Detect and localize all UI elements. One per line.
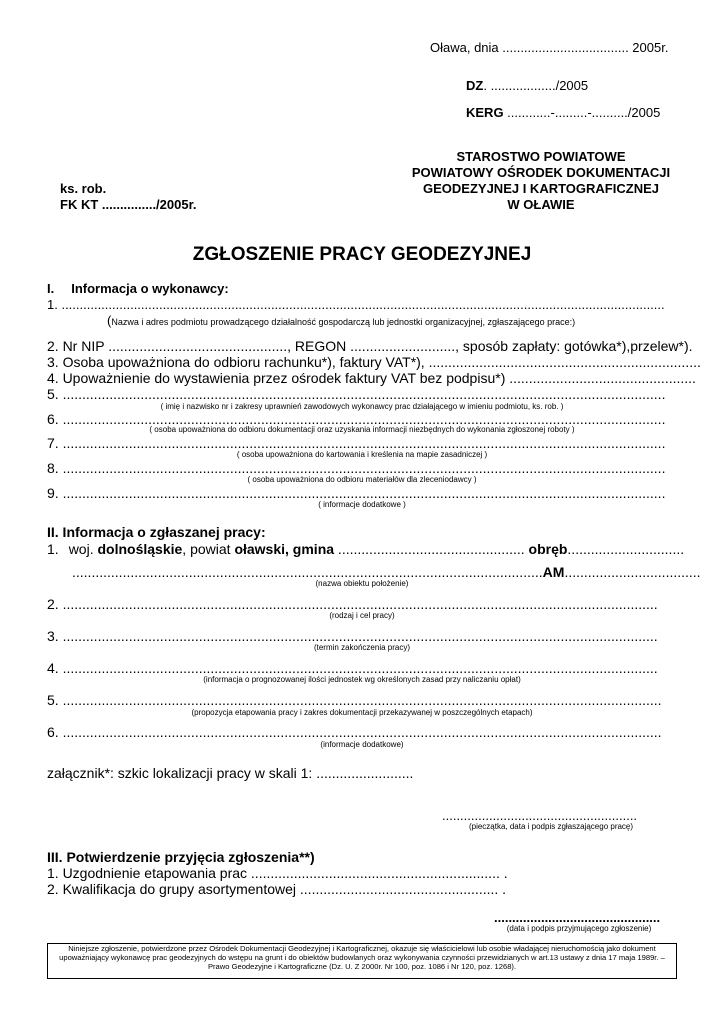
work-item-5-caption: (propozycja etapowania pracy i zakres dokumentacji przekazywanej w poszczególnych etapach) (191, 708, 533, 717)
item-5-caption: ( imię i nazwisko nr i zakresy uprawnień zawodowych wykonawcy prac działającego w imieniu podmiotu, ks. rob. ) (160, 402, 564, 411)
work-item-2-caption: (rodzaj i cel pracy) (329, 611, 395, 620)
work-item-6-line: 6. .......................................................................................................................................................... (47, 724, 662, 740)
item-2-line: 2. Nr NIP .............................................., REGON ..........................., sposób zapłaty: gotówka*),przelew*). (47, 338, 693, 354)
item-1-caption (107, 314, 575, 327)
page-title: ZGŁOSZENIE PRACY GEODEZYJNEJ (192, 244, 532, 265)
dz-line (466, 79, 588, 92)
woj-value: dolnośląskie (97, 541, 183, 557)
work-item-3-caption: (termin zakończenia pracy) (313, 643, 411, 652)
am-line (72, 564, 701, 580)
item-1-line: 1. ....................................................................................................................................................................... (47, 297, 665, 312)
office-line-3: GEODEZYJNEJ I KARTOGRAFICZNEJ (423, 181, 659, 196)
receiver-signature-caption: (data i podpis przyjmującego zgłoszenie) (506, 924, 652, 933)
date-line: Oława, dnia ................................... 2005r. (430, 40, 669, 55)
obreb-label: obręb (528, 541, 568, 557)
gmina-dots: ................................................ (334, 541, 525, 557)
work-item-2-line: 2. ......................................................................................................................................................... (47, 596, 658, 612)
work-item-6-caption: (informacje dodatkowe) (320, 740, 404, 749)
item-5-line: 5. ........................................................................................................................................................... (47, 386, 666, 402)
receiver-signature-dots: .............................................. (494, 910, 661, 925)
confirm-item-1-line: 1. Uzgodnienie etapowania prac ................................................................ . (47, 865, 508, 881)
legal-notice-box (47, 943, 677, 979)
item-6-caption: ( osoba upoważniona do odbioru dokumentacji oraz uzyskania informacji niezbędnych do wykonania zgłoszonej roboty ) (149, 425, 575, 434)
section2-heading: II. Informacja o zgłaszanej pracy: (47, 524, 266, 540)
ks-rob-label: ks. rob. (60, 181, 107, 196)
item-3-line: 3. Osoba upoważniona do odbioru rachunku*), faktury VAT*), ...................................................................... (47, 354, 701, 370)
work-item-4-caption: (informacja o prognozowanej ilości jednostek wg określonych zasad przy naliczaniu opłat) (203, 675, 521, 684)
kerg-label: KERG (466, 105, 504, 120)
woj-label: woj. (68, 541, 94, 557)
am-tail: ................................... (564, 564, 701, 580)
office-line-4: W OŁAWIE (507, 197, 575, 212)
kerg-line (466, 106, 660, 119)
work-item-4-line: 4. ......................................................................................................................................................... (47, 660, 658, 676)
work-item-5-line: 5. .......................................................................................................................................................... (47, 692, 662, 708)
location-line (47, 542, 687, 556)
kerg-value: ............-.........-........../2005 (503, 105, 661, 120)
section1-heading (47, 282, 229, 295)
item-1-caption-text: Nazwa i adres podmiotu prowadzącego działalność gospodarczą lub jednostki organizacyjnej, zgłaszającego prace:) (111, 317, 576, 327)
gmina-label: , gmina (285, 541, 335, 557)
fk-kt-label: FK KT .............../2005r. (60, 197, 197, 212)
item-7-line: 7. ........................................................................................................................................................... (47, 435, 666, 451)
item-7-caption: ( osoba upoważniona do kartowania i kreślenia na mapie zasadniczej ) (236, 450, 488, 459)
legal-notice-text: Niniejsze zgłoszenie, potwierdzone przez Ośrodek Dokumentacji Geodezyjnej i Kartograficznej, okazuje się właścicielowi lub osobie władającej nieruchomością jako dokument upoważniający wykonawcę prac geodezyjnych do wstępu na grunt i do obiektów budowlanych oraz wykonywania czynności przewidzianych w art.13 ustawy z dnia 17 maja 1989r. – Prawo Geodezyjne i Kartograficzne (Dz. U. Z 2000r. Nr 100, poz. 1086 i Nr 120, poz. 1268). (59, 944, 665, 971)
obreb-dots: .............................. (567, 541, 685, 557)
item-4-line: 4. Upoważnienie do wystawienia przez ośrodek faktury VAT bez podpisu*) ................................................ (47, 370, 696, 386)
applicant-signature-caption: (pieczątka, data i podpis zgłaszającego pracę) (468, 822, 634, 831)
work-item-3-line: 3. ......................................................................................................................................................... (47, 628, 658, 644)
powiat-value: oławski (234, 541, 286, 557)
item-8-caption: ( osoba upoważniona do odbioru materiałów dla zleceniodawcy ) (247, 475, 477, 484)
attachment-line: załącznik*: szkic lokalizacji pracy w skali 1: ......................... (47, 765, 414, 781)
item-9-caption: ( informacje dodatkowe ) (318, 500, 406, 509)
powiat-label: , powiat (182, 541, 231, 557)
item-8-line: 8. ........................................................................................................................................................... (47, 460, 666, 476)
am-dots: ......................................................................................................................... (72, 564, 543, 580)
section1-heading-text: Informacja o wykonawcy: (71, 281, 229, 296)
item-6-line: 6. ........................................................................................................................................................... (47, 411, 666, 427)
location-item-num: 1. (47, 541, 59, 557)
confirm-item-2-line: 2. Kwalifikacja do grupy asortymentowej ................................................... . (47, 881, 507, 897)
item-9-line: 9. ........................................................................................................................................................... (47, 485, 666, 501)
section1-heading-num: I. (47, 281, 55, 296)
dz-label: DZ (466, 78, 484, 93)
dz-value: . ................../2005 (483, 78, 589, 93)
office-line-1: STAROSTWO POWIATOWE (456, 149, 626, 164)
office-line-2: POWIATOWY OŚRODEK DOKUMENTACJI (411, 165, 671, 180)
applicant-signature-dots: ...................................................... (442, 808, 638, 823)
section3-heading: III. Potwierdzenie przyjęcia zgłoszenia**) (47, 849, 315, 865)
item-1-caption-paren: ( (107, 313, 112, 328)
location-caption: (nazwa obiektu położenie) (315, 579, 409, 588)
am-label: AM (542, 564, 565, 580)
